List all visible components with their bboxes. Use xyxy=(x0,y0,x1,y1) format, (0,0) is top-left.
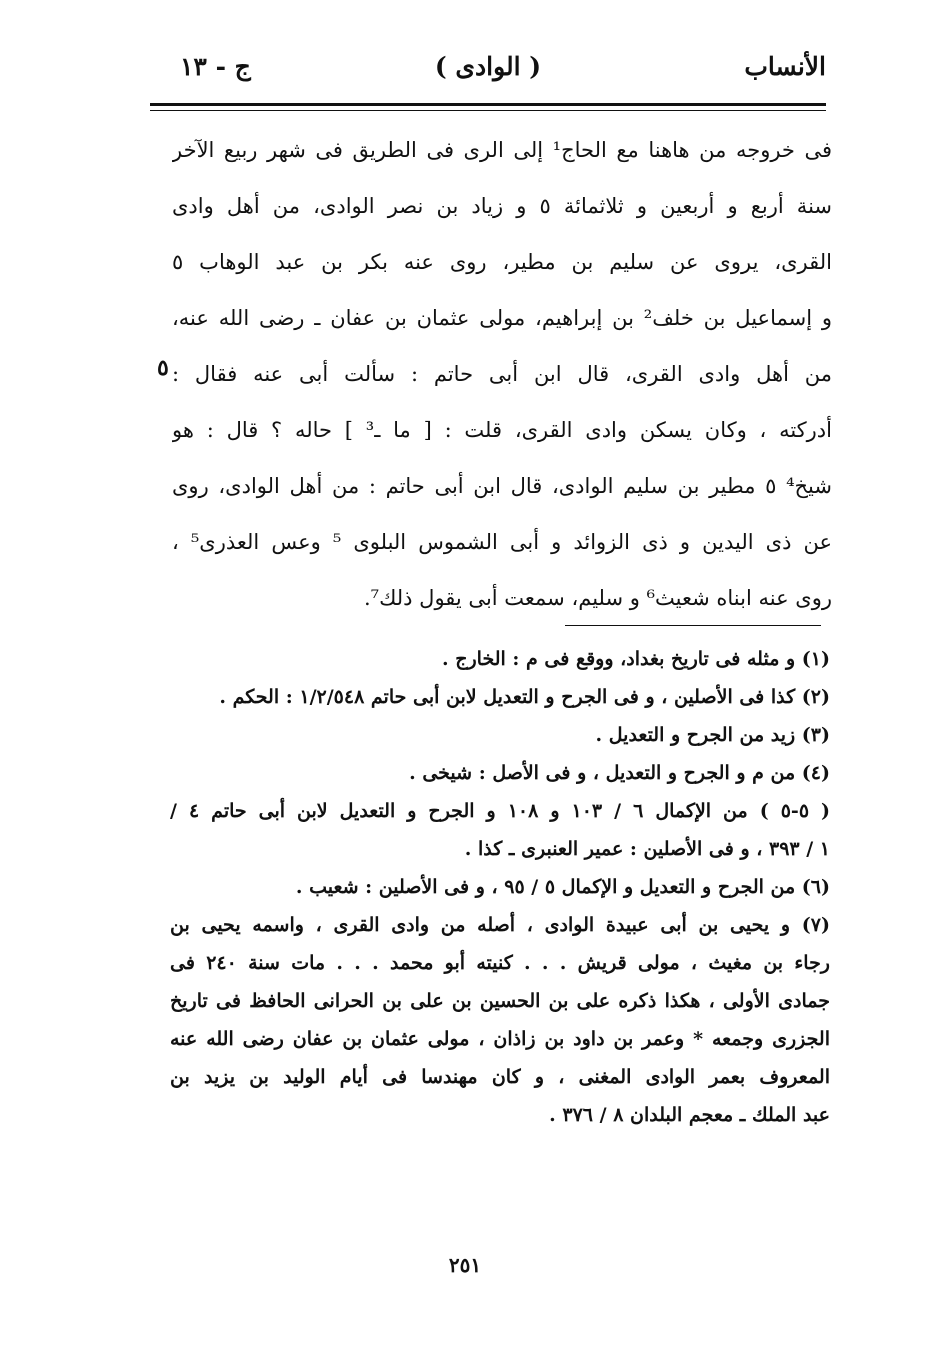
footnote: (٣) زيد من الجرح و التعديل . xyxy=(595,724,830,746)
page-number: ٢٥١ xyxy=(448,1253,482,1277)
footnotes xyxy=(170,640,830,1134)
text-line: أدركته ، وكان يسكن وادى القرى، قلت : [ ما ـ³ ] حاله ؟ قال : هو xyxy=(172,418,832,442)
footnote: (٦) من الجرح و التعديل و الإكمال ٥ / ٩٥ ، و فى الأصلين : شعيب . xyxy=(295,876,830,898)
header-volume: ج - ١٣ xyxy=(180,52,251,81)
footnote: عبد الملك ـ معجم البلدان ٨ / ٣٧٦ . xyxy=(549,1104,830,1126)
header-entry-title: ( الوادى ) xyxy=(434,52,542,81)
margin-line-number: ٥ xyxy=(157,355,169,381)
footnote: (٧) و يحيى بن أبى عبيدة الوادى ، أصله من وادى القرى ، واسمه يحيى بن xyxy=(170,914,830,936)
footnote: ١ / ٣٩٣ ، و فى الأصلين : عمير العنبرى ـ كذا . xyxy=(464,838,830,860)
text-line: شيخ⁴ ٥ مطير بن سليم الوادى، قال ابن أبى حاتم : من أهل الوادى، روى xyxy=(172,474,832,498)
footnote: (٢) كذا فى الأصلين ، و فى الجرح و التعديل لابن أبى حاتم ١/٢/٥٤٨ : الحكم . xyxy=(219,686,830,708)
footnote: الجزرى وجمعه * وعمر بن داود بن زاذان ، مولى عثمان بن عفان رضى الله عنه xyxy=(170,1028,830,1050)
footnote: (٤) من م و الجرح و التعديل ، و فى الأصل : شيخى . xyxy=(409,762,830,784)
text-line: و إسماعيل بن خلف² بن إبراهيم، مولى عثمان بن عفان ـ رضى الله عنه، xyxy=(172,306,832,330)
text-line: فى خروجه من هاهنا مع الحاج¹ إلى الرى فى الطريق فى شهر ربيع الآخر xyxy=(172,138,832,162)
text-line: القرى، يروى عن سليم بن مطير، روى عنه بكر بن عبد الوهاب ٥ xyxy=(172,250,832,274)
text-line: سنة أربع و أربعين و ثلاثمائة ٥ و زياد بن نصر الوادى، من أهل وادى xyxy=(172,194,832,218)
footnote: المعروف بعمر الوادى المغنى ، و كان مهندسا فى أيام الوليد بن يزيد بن xyxy=(170,1066,830,1088)
footnote-separator xyxy=(565,625,821,626)
footnote: رجاء بن مغيث ، مولى قريش . . . كنيته أبو محمد . . . مات سنة ٢٤٠ فى xyxy=(170,952,830,974)
running-header xyxy=(150,52,826,96)
header-rule-thin xyxy=(150,110,826,111)
text-line: روى عنه ابناه شعيث⁶ و سليم، سمعت أبى يقول ذلك⁷. xyxy=(363,586,832,610)
text-line: عن ذى اليدين و ذى الزوائد و أبى الشموس البلوى ⁵ وعس العذرى⁵ ، xyxy=(172,530,832,554)
footnote: جمادى الأولى ، هكذا ذكره على بن الحسين بن على بن الحرانى الحافظ فى تاريخ xyxy=(170,990,830,1012)
header-book-title: الأنساب xyxy=(744,52,826,81)
header-rule-thick xyxy=(150,103,826,106)
footnote: ( ٥-٥ ) من الإكمال ٦ / ١٠٣ و ١٠٨ و الجرح و التعديل لابن أبى حاتم ٤ / xyxy=(170,800,830,822)
text-line: من أهل وادى القرى، قال ابن أبى حاتم : سألت أبى عنه فقال : xyxy=(172,362,832,386)
main-text xyxy=(172,122,832,626)
footnote: (١) و مثله فى تاريخ بغداد، ووقع فى م : الخارج . xyxy=(442,648,830,670)
